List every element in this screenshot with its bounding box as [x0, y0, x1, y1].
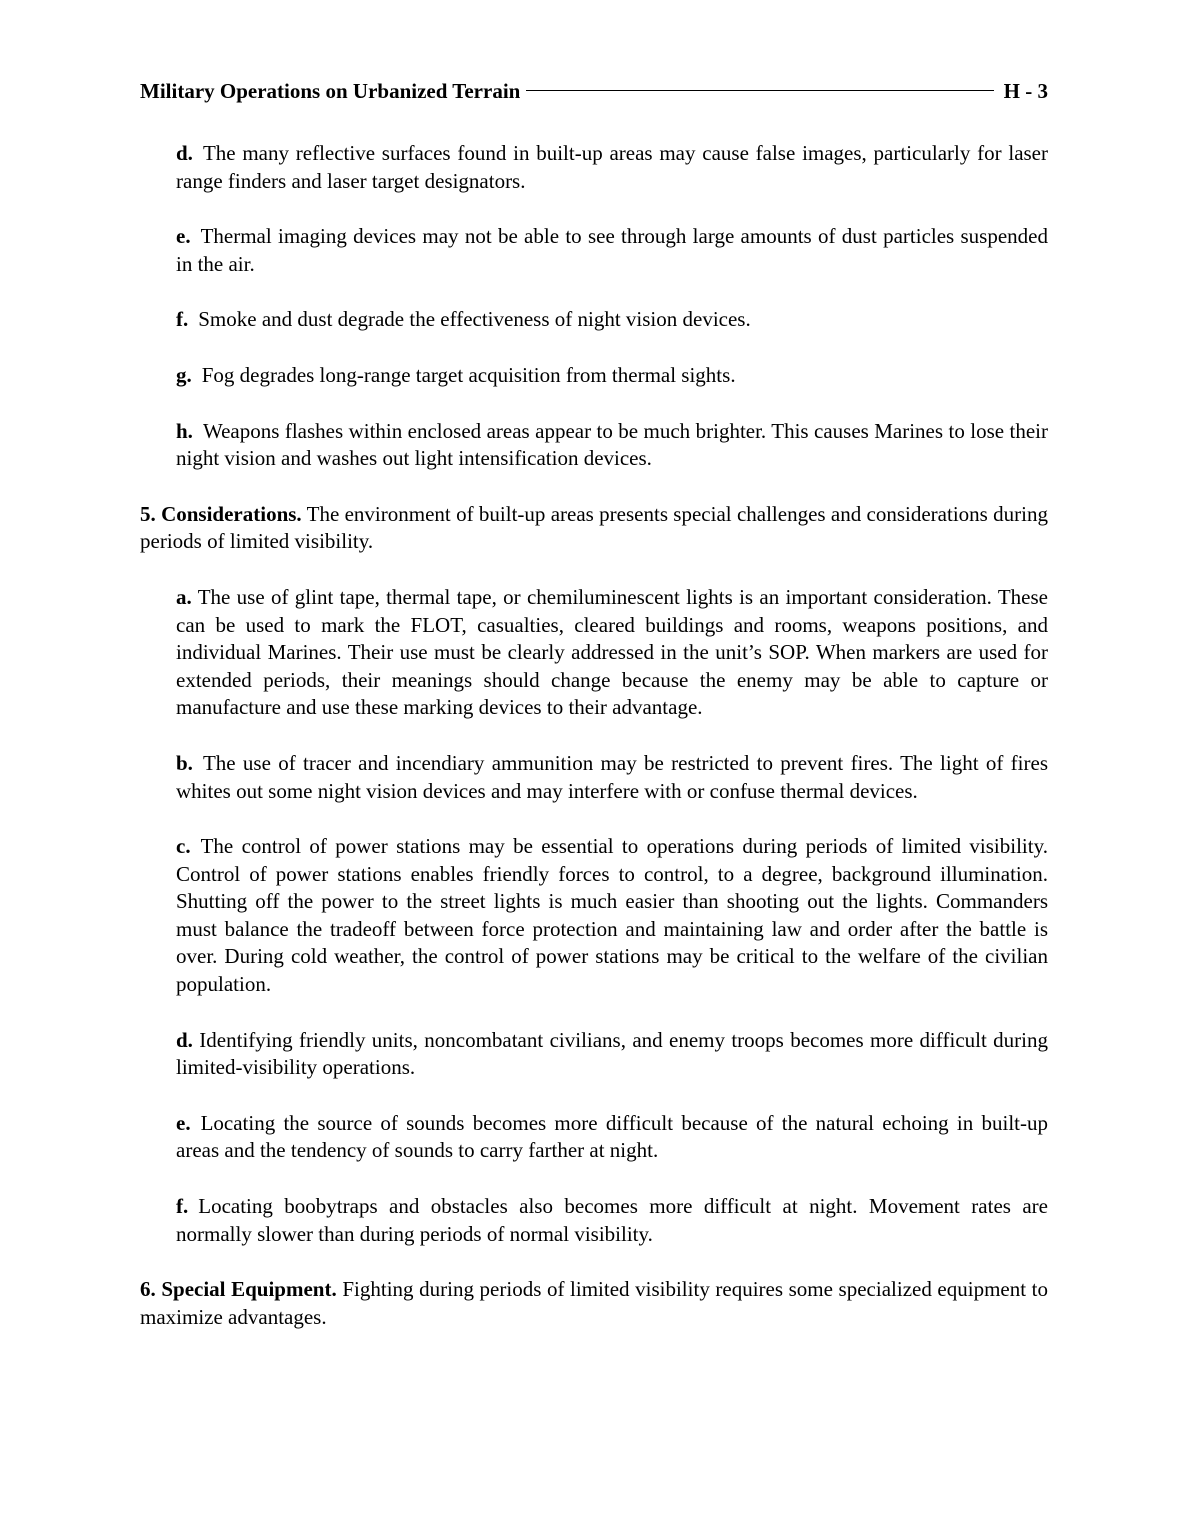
paragraph-label: g.	[176, 362, 192, 387]
header-rule	[526, 90, 993, 91]
paragraph-text: The many reflective surfaces found in built-up areas may cause false images, particularly for laser range finders and laser target designators.	[176, 141, 1048, 193]
paragraph-label: f.	[176, 1194, 189, 1219]
paragraph-label: d.	[176, 141, 193, 165]
section-5-considerations	[140, 501, 1048, 556]
paragraph-label: e.	[176, 224, 191, 249]
paragraph-text: Thermal imaging devices may not be able to see through large amounts of dust particles suspended in the air.	[176, 224, 1048, 276]
paragraph-text: Weapons flashes within enclosed areas appear to be much brighter. This causes Marines to lose their night vision and washes out light intensification devices.	[176, 418, 1048, 471]
paragraph-label: d.	[176, 1027, 193, 1052]
section-6-special-equipment	[140, 1276, 1048, 1331]
paragraph-text: The use of glint tape, thermal tape, or chemiluminescent lights is an important consideration. These can be used to mark the FLOT, casualties, cleared buildings and rooms, weapons positions, and individual Marines. Their use must be clearly addressed in the unit’s SOP. When markers are used for extended periods, their meanings should change because the enemy may be able to capture or manufacture and use these marking devices to their advantage.	[176, 584, 1048, 720]
paragraph-label: e.	[176, 1110, 191, 1135]
section-heading: 6. Special Equipment.	[140, 1277, 337, 1302]
paragraph-label: a.	[176, 584, 192, 609]
page-number: H - 3	[1003, 79, 1048, 103]
paragraph-5a	[176, 584, 1048, 722]
paragraph-text: Locating boobytraps and obstacles also becomes more difficult at night. Movement rates are normally slower than during periods of normal visibility.	[176, 1194, 1048, 1246]
paragraph-5d	[176, 1027, 1048, 1082]
paragraph-5b	[176, 750, 1048, 805]
paragraph-4h	[176, 418, 1048, 473]
paragraph-text: Smoke and dust degrade the effectiveness of night vision devices.	[198, 307, 751, 332]
paragraph-label: b.	[176, 750, 193, 775]
paragraph-5e	[176, 1110, 1048, 1165]
paragraph-text: The use of tracer and incendiary ammunition may be restricted to prevent fires. The light of fires whites out some night vision devices and may interfere with or confuse thermal devices.	[176, 750, 1048, 803]
paragraph-text: The control of power stations may be essential to operations during periods of limited visibility. Control of power stations enables friendly forces to control, to a degree, background illumination. Shutting off the power to the street lights is much easier than shooting out the lights. Commanders must balance the tradeoff between force protection and maintaining law and order after the battle is over. During cold weather, the control of power stations may be critical to the welfare of the civilian population.	[176, 834, 1048, 997]
running-header	[140, 76, 1048, 106]
paragraph-text: Identifying friendly units, noncombatant civilians, and enemy troops becomes more difficult during limited-visibility operations.	[176, 1027, 1048, 1080]
paragraph-text: Locating the source of sounds becomes more difficult because of the natural echoing in built-up areas and the tendency of sounds to carry farther at night.	[176, 1110, 1048, 1163]
paragraph-5f	[176, 1193, 1048, 1248]
paragraph-4g	[176, 362, 1048, 390]
header-title: Military Operations on Urbanized Terrain	[140, 79, 521, 103]
paragraph-4d	[176, 140, 1048, 195]
paragraph-label: f.	[176, 307, 189, 332]
section-heading: 5. Considerations.	[140, 501, 302, 526]
paragraph-4f	[176, 306, 1048, 334]
paragraph-text: Fog degrades long-range target acquisition from thermal sights.	[201, 362, 736, 387]
document-page	[140, 76, 1048, 1331]
paragraph-label: h.	[176, 418, 193, 443]
paragraph-4e	[176, 223, 1048, 278]
paragraph-label: c.	[176, 834, 191, 859]
paragraph-text: The environment of built-up areas presents special challenges and considerations during periods of limited visibility.	[140, 501, 1048, 554]
paragraph-5c	[176, 833, 1048, 999]
paragraph-text: Fighting during periods of limited visibility requires some specialized equipment to maximize advantages.	[140, 1277, 1049, 1329]
